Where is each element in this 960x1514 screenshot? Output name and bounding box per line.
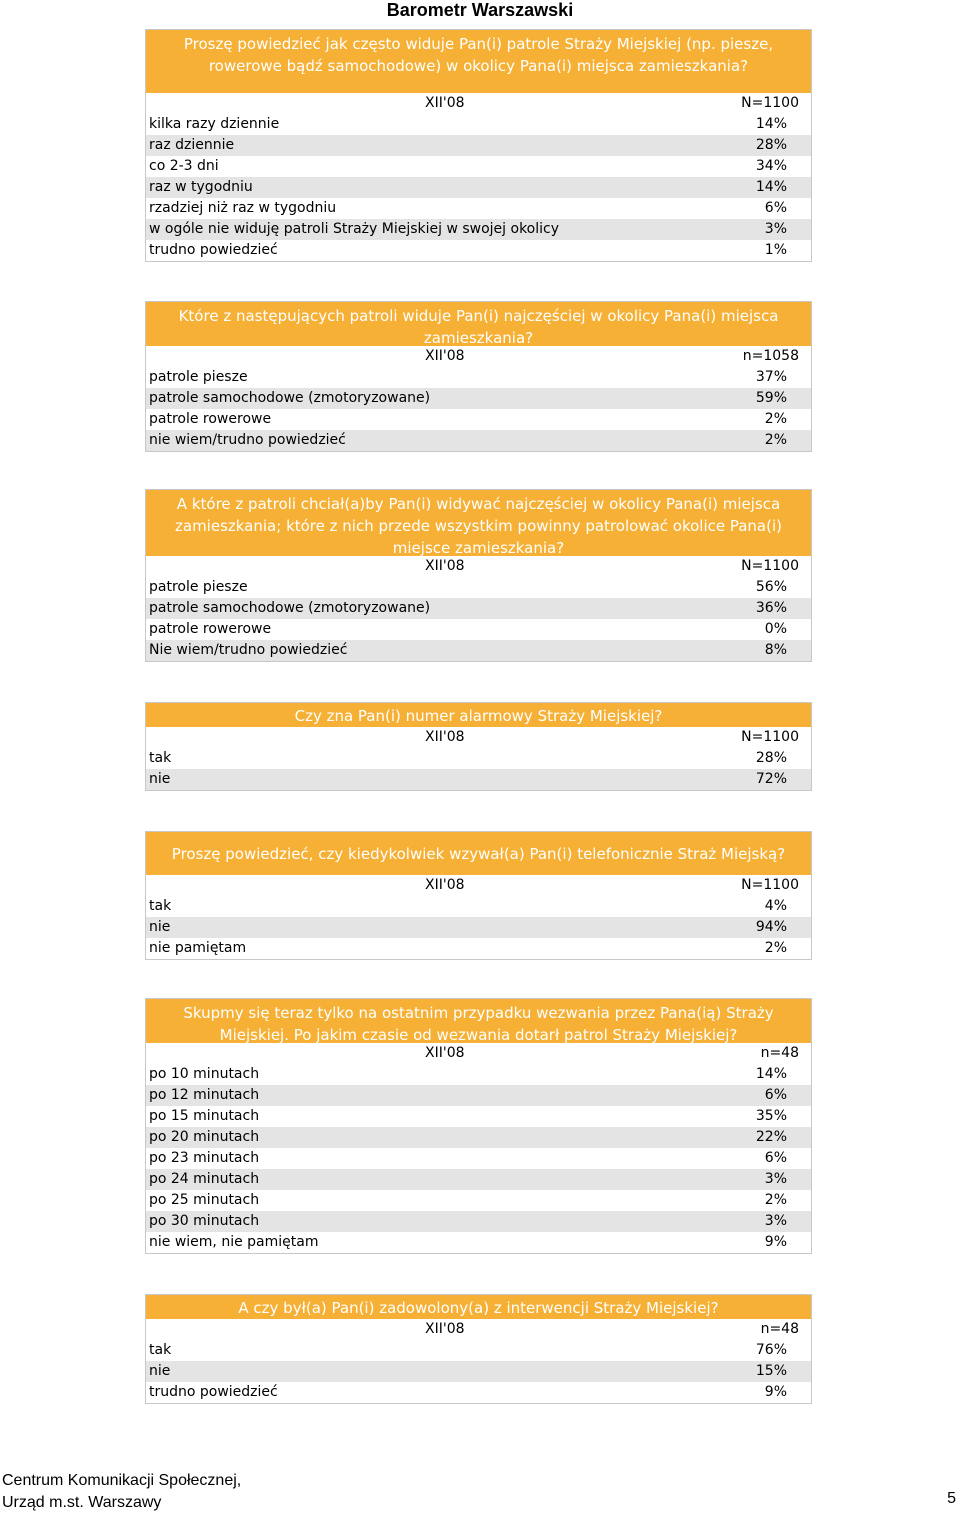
page-title: Barometr Warszawski [386, 0, 574, 20]
answer-value: 22% [755, 1129, 787, 1145]
table-row [146, 177, 811, 198]
wave-row [146, 93, 811, 114]
question-title: A które z patroli chciał(a)by Pan(i) widywać najczęściej w okolicy Pana(i) miejsca zamieszkania; które z nich przede wszystkim powinny patrolować okolice Pana(i) miejsce zamieszkania? [146, 490, 811, 556]
footer-line: Centrum Komunikacji Społecznej, [2, 1472, 242, 1489]
table-row [146, 1106, 811, 1127]
answer-label: po 12 minutach [149, 1087, 260, 1103]
question-block [145, 489, 812, 662]
table-row [146, 748, 811, 769]
table-row [146, 156, 811, 177]
answer-label: po 25 minutach [149, 1192, 260, 1208]
table-row [146, 1127, 811, 1148]
answer-value: 59% [755, 390, 787, 406]
table-row [146, 388, 811, 409]
answer-value: 15% [755, 1363, 787, 1379]
table-row [146, 1232, 811, 1253]
wave-label: XII'08 [425, 729, 465, 745]
wave-row [146, 1043, 811, 1064]
sample-size: n=48 [760, 1321, 799, 1337]
answer-label: patrole piesze [149, 579, 248, 595]
answer-value: 28% [755, 137, 787, 153]
table-row [146, 577, 811, 598]
answer-value: 94% [755, 919, 787, 935]
answer-value: 4% [764, 898, 787, 914]
table-row [146, 619, 811, 640]
answer-value: 3% [764, 221, 787, 237]
question-block [145, 998, 812, 1254]
question-block [145, 1294, 812, 1404]
answer-label: nie [149, 919, 171, 935]
answer-value: 2% [764, 940, 787, 956]
answer-value: 6% [764, 1150, 787, 1166]
answer-label: kilka razy dziennie [149, 116, 280, 132]
table-row [146, 1340, 811, 1361]
footer-line: Urząd m.st. Warszawy [2, 1494, 162, 1511]
question-block [145, 831, 812, 960]
answer-value: 36% [755, 600, 787, 616]
answer-label: w ogóle nie widuję patroli Straży Miejskiej w swojej okolicy [149, 221, 560, 237]
table-row [146, 430, 811, 451]
answer-value: 76% [755, 1342, 787, 1358]
table-row [146, 409, 811, 430]
answer-label: patrole samochodowe (zmotoryzowane) [149, 390, 431, 406]
table-row [146, 1148, 811, 1169]
answer-label: patrole piesze [149, 369, 248, 385]
wave-label: XII'08 [425, 348, 465, 364]
answer-label: patrole rowerowe [149, 621, 272, 637]
table-row [146, 240, 811, 261]
sample-size: N=1100 [741, 877, 799, 893]
answer-label: trudno powiedzieć [149, 1384, 278, 1400]
answer-value: 9% [764, 1234, 787, 1250]
answer-value: 6% [764, 1087, 787, 1103]
answer-value: 2% [764, 432, 787, 448]
table-row [146, 198, 811, 219]
answer-label: rzadziej niż raz w tygodniu [149, 200, 337, 216]
answer-label: Nie wiem/trudno powiedzieć [149, 642, 348, 658]
table-row [146, 769, 811, 790]
table-row [146, 114, 811, 135]
answer-label: raz dziennie [149, 137, 235, 153]
answer-value: 6% [764, 200, 787, 216]
question-title: Skupmy się teraz tylko na ostatnim przypadku wezwania przez Pana(ią) Straży Miejskiej. Po jakim czasie od wezwania dotarł patrol Straży Miejskiej? [146, 999, 811, 1043]
answer-label: nie wiem, nie pamiętam [149, 1234, 319, 1250]
table-row [146, 367, 811, 388]
answer-label: po 15 minutach [149, 1108, 260, 1124]
answer-value: 0% [764, 621, 787, 637]
question-title: Czy zna Pan(i) numer alarmowy Straży Miejskiej? [146, 703, 811, 727]
sample-size: n=1058 [742, 348, 799, 364]
table-row [146, 1190, 811, 1211]
answer-label: nie pamiętam [149, 940, 247, 956]
footer [2, 1470, 241, 1514]
wave-label: XII'08 [425, 1045, 465, 1061]
wave-label: XII'08 [425, 95, 465, 111]
answer-value: 56% [755, 579, 787, 595]
answer-value: 3% [764, 1213, 787, 1229]
answer-label: po 20 minutach [149, 1129, 260, 1145]
table-row [146, 640, 811, 661]
answer-value: 35% [755, 1108, 787, 1124]
answer-value: 14% [755, 179, 787, 195]
question-title: Proszę powiedzieć, czy kiedykolwiek wzywał(a) Pan(i) telefonicznie Straż Miejską? [146, 832, 811, 875]
table-row [146, 1211, 811, 1232]
answer-label: po 30 minutach [149, 1213, 260, 1229]
table-row [146, 1169, 811, 1190]
wave-label: XII'08 [425, 558, 465, 574]
answer-value: 28% [755, 750, 787, 766]
answer-value: 72% [755, 771, 787, 787]
question-block [145, 702, 812, 791]
answer-label: tak [149, 898, 172, 914]
table-row [146, 896, 811, 917]
table-row [146, 1382, 811, 1403]
table-row [146, 135, 811, 156]
wave-label: XII'08 [425, 877, 465, 893]
answer-label: tak [149, 1342, 172, 1358]
question-title: Które z następujących patroli widuje Pan(i) najczęściej w okolicy Pana(i) miejsca zamieszkania? [146, 302, 811, 346]
answer-label: nie [149, 1363, 171, 1379]
wave-row [146, 875, 811, 896]
question-title: Proszę powiedzieć jak często widuje Pan(i) patrole Straży Miejskiej (np. piesze, rowerowe bądź samochodowe) w okolicy Pana(i) miejsca zamieszkania? [146, 30, 811, 93]
wave-row [146, 727, 811, 748]
sample-size: N=1100 [741, 95, 799, 111]
answer-value: 14% [755, 116, 787, 132]
table-row [146, 1085, 811, 1106]
answer-label: raz w tygodniu [149, 179, 253, 195]
question-block [145, 301, 812, 452]
table-row [146, 1064, 811, 1085]
answer-value: 9% [764, 1384, 787, 1400]
answer-value: 34% [755, 158, 787, 174]
answer-label: tak [149, 750, 172, 766]
wave-row [146, 346, 811, 367]
question-title: A czy był(a) Pan(i) zadowolony(a) z interwencji Straży Miejskiej? [146, 1295, 811, 1319]
table-row [146, 598, 811, 619]
answer-label: trudno powiedzieć [149, 242, 278, 258]
answer-label: po 10 minutach [149, 1066, 260, 1082]
answer-value: 2% [764, 1192, 787, 1208]
sample-size: n=48 [760, 1045, 799, 1061]
answer-value: 2% [764, 411, 787, 427]
wave-label: XII'08 [425, 1321, 465, 1337]
answer-label: nie [149, 771, 171, 787]
answer-label: patrole rowerowe [149, 411, 272, 427]
answer-label: co 2-3 dni [149, 158, 219, 174]
wave-row [146, 556, 811, 577]
answer-label: po 23 minutach [149, 1150, 260, 1166]
answer-label: po 24 minutach [149, 1171, 260, 1187]
sample-size: N=1100 [741, 729, 799, 745]
page-number: 5 [947, 1490, 956, 1507]
table-row [146, 938, 811, 959]
answer-value: 37% [755, 369, 787, 385]
answer-label: patrole samochodowe (zmotoryzowane) [149, 600, 431, 616]
table-row [146, 917, 811, 938]
wave-row [146, 1319, 811, 1340]
answer-value: 8% [764, 642, 787, 658]
answer-value: 14% [755, 1066, 787, 1082]
sample-size: N=1100 [741, 558, 799, 574]
answer-label: nie wiem/trudno powiedzieć [149, 432, 346, 448]
table-row [146, 1361, 811, 1382]
answer-value: 3% [764, 1171, 787, 1187]
answer-value: 1% [764, 242, 787, 258]
question-block [145, 29, 812, 262]
table-row [146, 219, 811, 240]
